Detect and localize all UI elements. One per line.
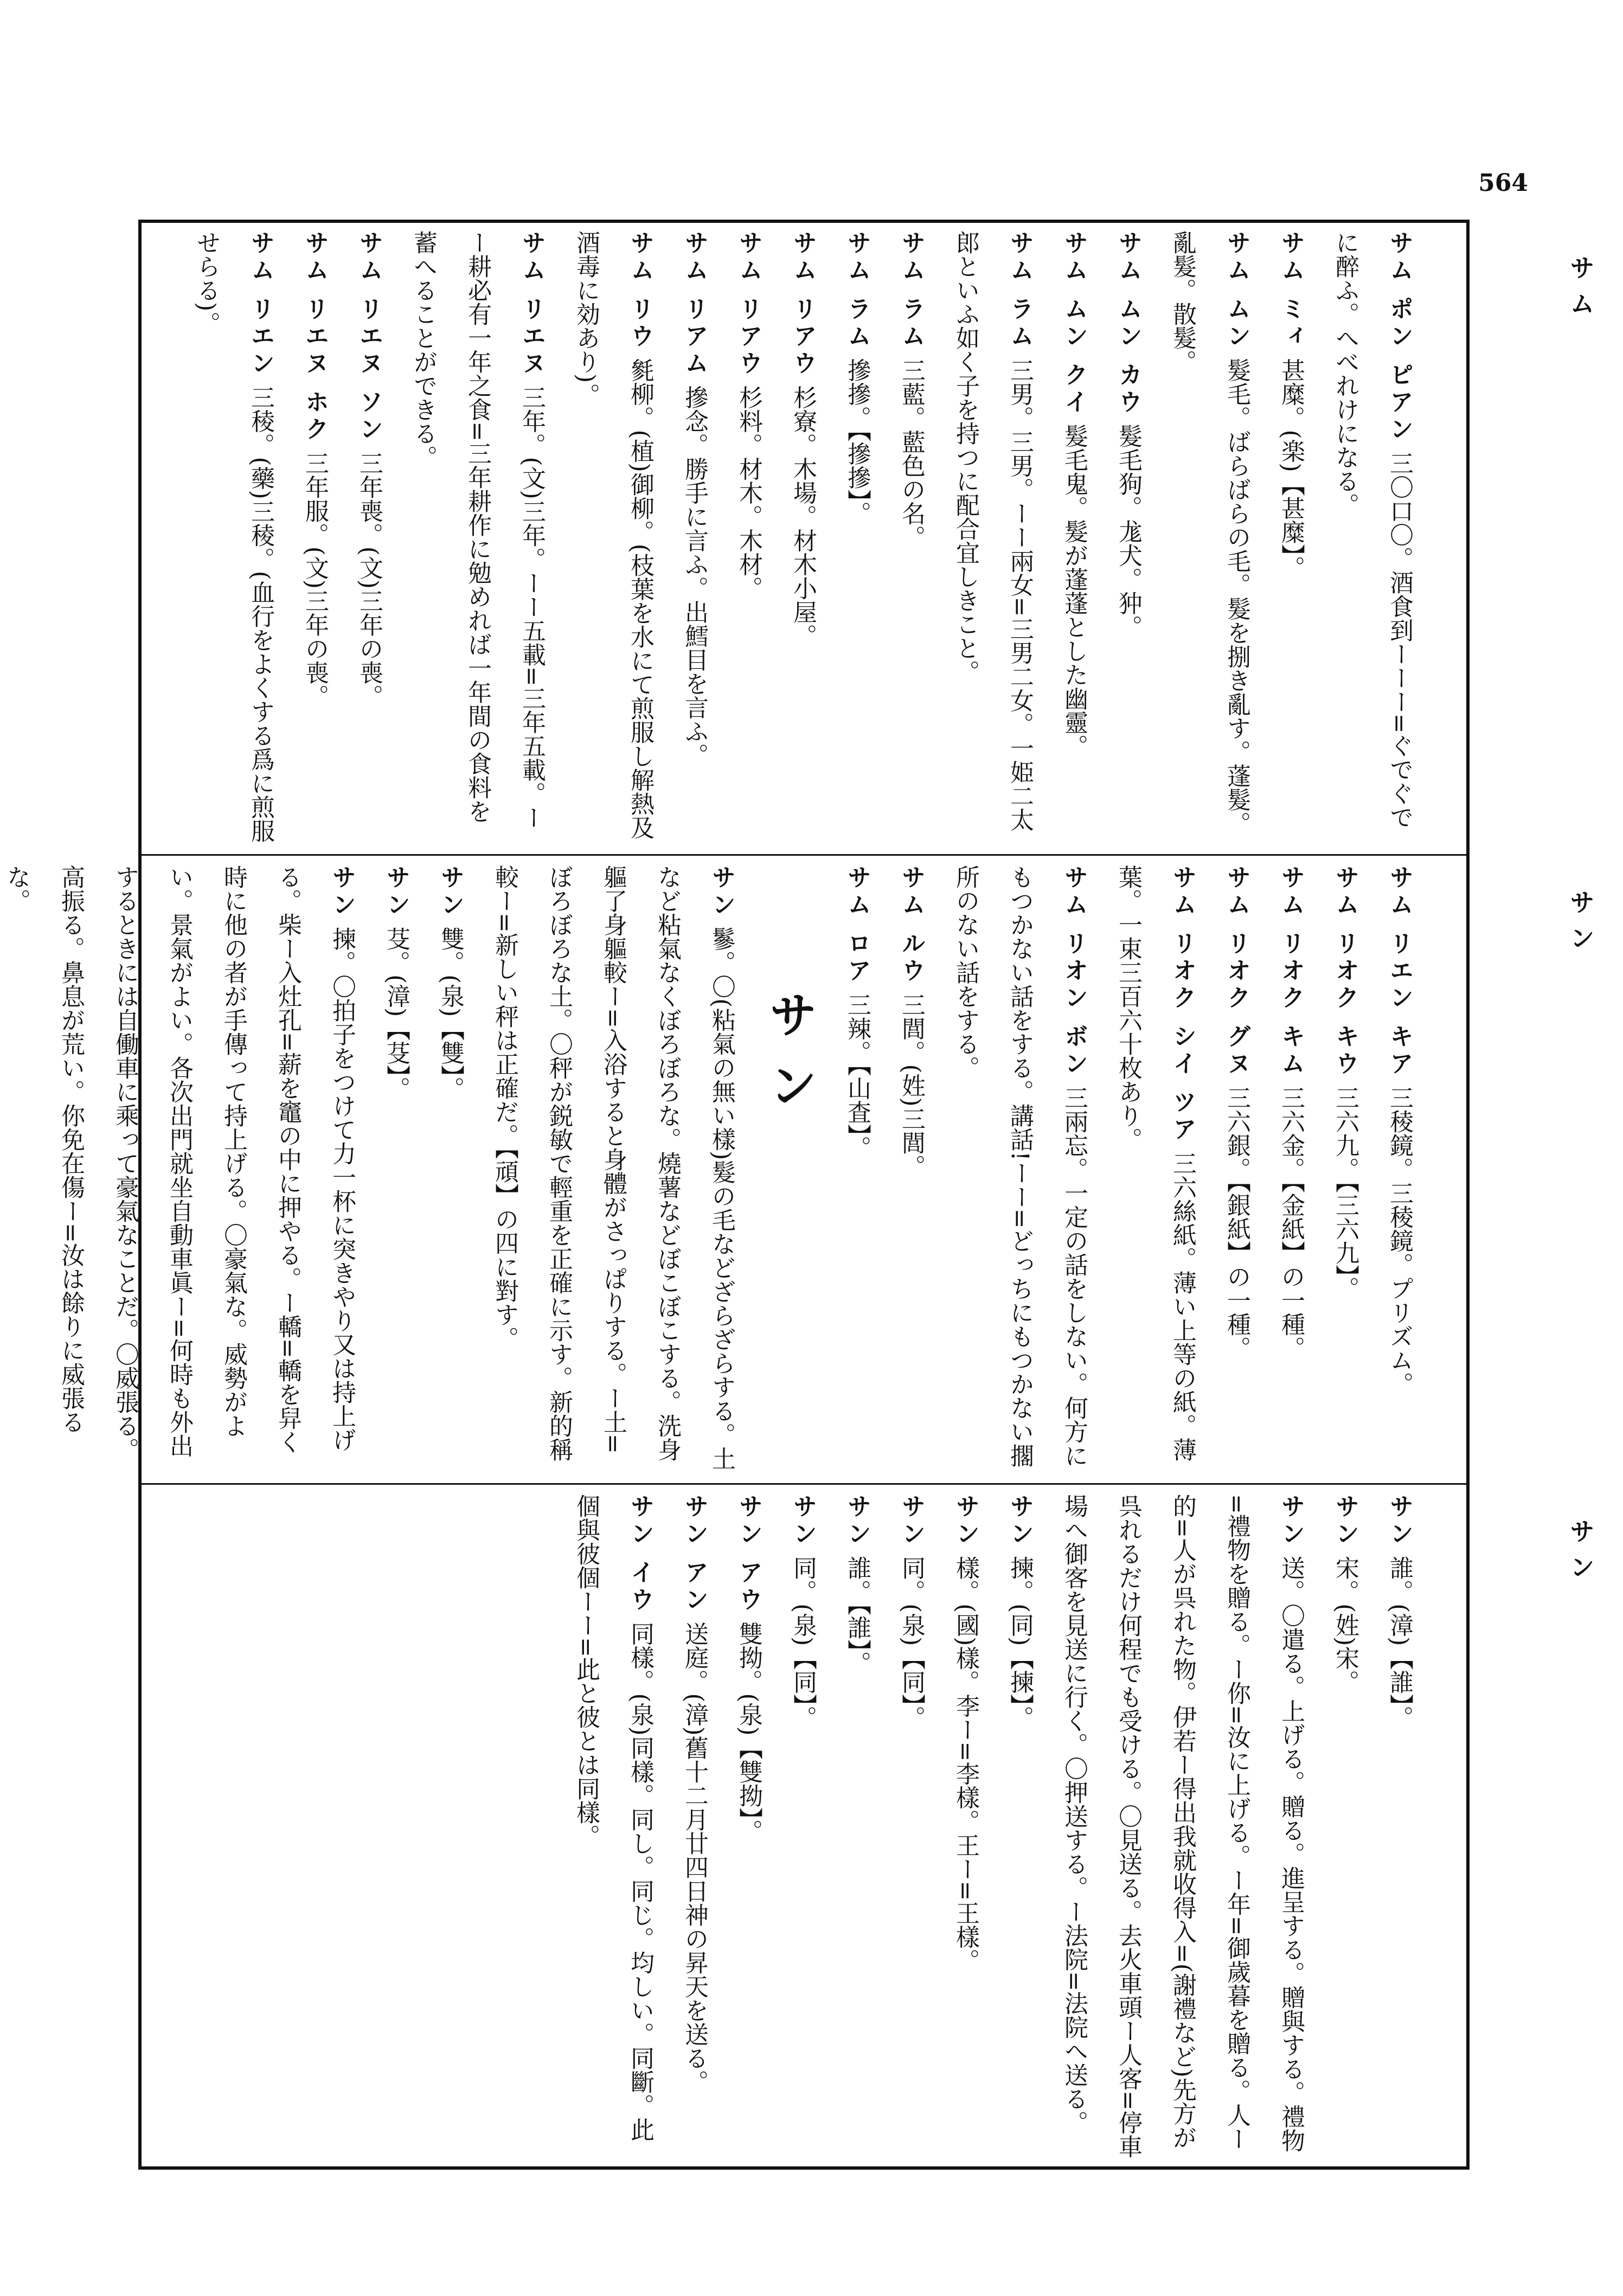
dictionary-entry bbox=[938, 865, 1101, 1472]
entry-definition: 揀。(同)【揀】。 bbox=[1006, 1556, 1034, 1730]
dictionary-entry bbox=[369, 865, 423, 1472]
entry-definition: 同。(泉)【同】。 bbox=[897, 1556, 925, 1730]
entry-definition: 三六金。【金紙】の一種。 bbox=[1277, 1085, 1305, 1360]
entry-definition: 三稜鏡。三稜鏡。プリズム。 bbox=[1385, 1085, 1413, 1396]
dictionary-entry bbox=[477, 865, 748, 1472]
entry-headword: サン bbox=[437, 865, 464, 919]
entry-headword: サン アウ bbox=[735, 1494, 762, 1614]
dictionary-entry bbox=[992, 1494, 1047, 2158]
dictionary-entry bbox=[559, 1494, 667, 2158]
dictionary-entry bbox=[1318, 865, 1372, 1472]
entry-headword: サム リアウ bbox=[789, 230, 817, 378]
entry-definition: 三六九。【三六九】。 bbox=[1331, 1085, 1359, 1300]
dictionary-entry bbox=[721, 1494, 775, 2158]
dictionary-entry bbox=[559, 230, 667, 843]
dictionary-entry bbox=[775, 1494, 830, 2158]
entry-definition: 送庭。(漳)舊十二月廿四日神の昇天を送る。 bbox=[681, 1621, 708, 2094]
entry-definition: 送。〇遣る。上げる。贈る。進呈する。贈與する。禮物=禮物を贈る。ー你=汝に上げる。ー年=御歲暮を贈る。人ー的=人が呉れた物。伊若ー得出我就收得入=(謝禮など)先方が呉れるだけ何程でも受ける。〇見送る。去火車頭ー人客=停車場へ御客を見送に行く。〇押送する。ー法院=法院へ送る。 bbox=[1060, 1494, 1305, 2158]
entry-definition: 摻念。勝手に言ふ。出鱈目を言ふ。 bbox=[681, 385, 708, 767]
section-heading: サン bbox=[760, 990, 818, 1131]
entry-definition: 誰。【誰】。 bbox=[843, 1556, 871, 1675]
entry-headword: サム ラム bbox=[897, 230, 925, 351]
entry-definition: 三六銀。【銀紙】の一種。 bbox=[1223, 1085, 1250, 1360]
dictionary-entry bbox=[667, 1494, 721, 2158]
dictionary-entry bbox=[1318, 1494, 1372, 2158]
dictionary-entry bbox=[830, 1494, 884, 2158]
entry-definition: 三年喪。(文)三年の喪。 bbox=[355, 451, 383, 708]
entry-headword: サム リオク キム bbox=[1277, 865, 1305, 1078]
entry-definition: 鬖。〇(粘氣の無い樣)髮の毛などざらざらする。土など粘氣なくぼろぼろな。燒薯などぼこぼこする。洗身軀了身軀較ー=入浴すると身體がさっぱりする。ー土=ぼろぼろな土。〇秤が鋭敏で輕重を正確に示す。新的稱較ー=新しい秤は正確だ。【頑】の四に對す。 bbox=[491, 865, 735, 1471]
dictionary-entry bbox=[830, 230, 884, 843]
dictionary-band-top bbox=[163, 230, 1426, 843]
entry-definition: 三年服。(文)三年の喪。 bbox=[301, 451, 329, 708]
entry-headword: サン bbox=[897, 1494, 925, 1548]
entry-definition: 樣。(國)樣。李ー=李樣。王ー=王樣。 bbox=[952, 1556, 979, 1973]
running-head-top: サム bbox=[1566, 255, 1595, 326]
dictionary-entry bbox=[884, 865, 938, 1472]
dictionary-entry bbox=[1372, 865, 1426, 1472]
dictionary-entry bbox=[884, 1494, 938, 2158]
entry-definition: 誰。(漳)【誰】。 bbox=[1385, 1556, 1413, 1730]
entry-headword: サム リエヌ ソン bbox=[355, 230, 383, 444]
dictionary-entry bbox=[423, 865, 477, 1472]
entry-definition: 甚糜。(楽)【甚糜】。 bbox=[1277, 358, 1305, 580]
entry-headword: サム リオン ボン bbox=[1060, 865, 1088, 1078]
entry-headword: サム ラム bbox=[843, 230, 871, 351]
entry-headword: サム リオク シイ ツア bbox=[1169, 865, 1196, 1144]
entry-headword: サム ロア bbox=[843, 865, 871, 985]
entry-definition: 杉料。材木。木材。 bbox=[735, 385, 762, 600]
page-number: 564 bbox=[1478, 169, 1528, 197]
running-head-middle: サン bbox=[1566, 889, 1595, 961]
dictionary-entry bbox=[342, 230, 396, 843]
entry-headword: サン bbox=[1277, 1494, 1305, 1548]
entry-definition: 毿柳。(植)御柳。(枝葉を水にて煎服し解熱及酒毒に効あり)。 bbox=[572, 230, 654, 839]
entry-headword: サム リウ bbox=[626, 230, 654, 351]
entry-headword: サン bbox=[382, 865, 410, 919]
entry-definition: 杉寮。木場。材木小屋。 bbox=[789, 385, 817, 648]
dictionary-entry bbox=[0, 865, 369, 1472]
dictionary-entry bbox=[179, 230, 287, 843]
entry-headword: サム ルウ bbox=[897, 865, 925, 985]
dictionary-band-middle bbox=[3, 865, 1426, 1472]
dictionary-entry bbox=[1047, 230, 1101, 843]
entry-headword: サム ムン bbox=[1223, 230, 1250, 351]
entry-headword: サム リエヌ bbox=[518, 230, 546, 378]
band-divider bbox=[138, 1483, 1470, 1485]
dictionary-entry bbox=[775, 230, 830, 843]
dictionary-entry bbox=[830, 865, 884, 1472]
dictionary-entry bbox=[938, 1494, 992, 2158]
entry-headword: サム ミィ bbox=[1277, 230, 1305, 351]
entry-headword: サン bbox=[843, 1494, 871, 1548]
dictionary-entry bbox=[287, 230, 342, 843]
dictionary-entry bbox=[667, 230, 721, 843]
entry-headword: サム ムン カウ bbox=[1114, 230, 1142, 416]
entry-definition: 三年。(文)三年。ーー五載=三年五載。ーー耕必有一年之食=三年耕作に勉めれば一年間の食料を蓄へることができる。 bbox=[409, 230, 546, 830]
entry-definition: 雙拗。(泉)【雙拗】。 bbox=[735, 1621, 762, 1843]
entry-definition: 髮毛。ばらばらの毛。髮を捌き亂す。蓬髮。亂髮。散髮。 bbox=[1169, 230, 1250, 836]
dictionary-entry bbox=[1318, 230, 1426, 843]
entry-headword: サム ラム bbox=[1006, 230, 1034, 351]
entry-headword: サン bbox=[1006, 1494, 1034, 1548]
entry-definition: 芟。(漳)【芟】。 bbox=[382, 927, 410, 1101]
entry-headword: サン bbox=[1331, 1494, 1359, 1548]
dictionary-entry bbox=[1263, 865, 1318, 1472]
dictionary-entry bbox=[1263, 230, 1318, 843]
dictionary-entry bbox=[1101, 865, 1209, 1472]
entry-headword: サム リアム bbox=[681, 230, 708, 378]
entry-definition: 同樣。(泉)同樣。同し。同じ。均しい。同斷。此個與彼個ーー=此と彼とは同樣。 bbox=[572, 1494, 654, 2141]
dictionary-entry bbox=[1101, 230, 1155, 843]
entry-headword: サム ポン ピアン bbox=[1385, 230, 1413, 444]
entry-headword: サム ムン クイ bbox=[1060, 230, 1088, 416]
entry-headword: サン bbox=[952, 1494, 979, 1548]
entry-definition: 揀。〇拍子をつけて力一杯に突きやり又は持上げる。柴ー入灶孔=薪を竈の中に押やる。ー轎=轎を舁く時に他の者が手傳って持上げる。〇豪氣な。威勢がよい。景氣がよい。各次出門就坐自動車眞ー=何時も外出するときには自働車に乘って豪氣なことだ。〇威張る。高振る。鼻息が荒い。你免在傷ー=汝は餘りに威張るな。 bbox=[3, 865, 356, 1461]
dictionary-entry bbox=[1372, 1494, 1426, 2158]
entry-headword: サン bbox=[1385, 1494, 1413, 1548]
entry-headword: サン アン bbox=[681, 1494, 708, 1614]
dictionary-entry bbox=[884, 230, 938, 843]
entry-headword: サム リオク グヌ bbox=[1223, 865, 1250, 1078]
entry-definition: 宋。(姓)宋。 bbox=[1331, 1556, 1359, 1694]
entry-definition: 三藍。藍色の名。 bbox=[897, 358, 925, 549]
entry-definition: 髮毛鬼。髮が蓬蓬とした幽靈。 bbox=[1060, 424, 1088, 758]
entry-definition: 三六絲紙。薄い上等の紙。薄葉。一束三百六十枚あり。 bbox=[1114, 865, 1196, 1461]
entry-definition: 同。(泉)【同】。 bbox=[789, 1556, 817, 1730]
entry-definition: 雙。(泉)【雙】。 bbox=[437, 927, 464, 1101]
entry-headword: サム リエヌ ホク bbox=[301, 230, 329, 444]
dictionary-entry bbox=[1155, 230, 1263, 843]
entry-definition: 三稜。(藥)三稜。(血行をよくする爲に煎服せらる)。 bbox=[193, 230, 274, 843]
entry-headword: サン bbox=[789, 1494, 817, 1548]
entry-definition: 三辣。【山査】。 bbox=[843, 992, 871, 1160]
dictionary-entry bbox=[721, 230, 775, 843]
entry-headword: サム リエン bbox=[247, 230, 274, 378]
entry-headword: サム リアウ bbox=[735, 230, 762, 378]
dictionary-entry bbox=[396, 230, 559, 843]
entry-definition: 三閭。(姓)三閭。 bbox=[897, 992, 925, 1178]
entry-definition: 三男。三男。ーー兩女=三男二女。一姫二太郎といふ如く子を持つに配合宜しきこと。 bbox=[952, 230, 1034, 832]
entry-definition: 摻摻。【摻摻】。 bbox=[843, 358, 871, 525]
dictionary-entry bbox=[938, 230, 1047, 843]
entry-headword: サン bbox=[328, 865, 356, 919]
entry-definition: 三兩忘。一定の話をしない。何方にもつかない話をする。講話!ーー=どっちにもつかない擱所のない話をする。 bbox=[952, 865, 1088, 1467]
entry-headword: サン bbox=[708, 865, 735, 919]
entry-headword: サン イウ bbox=[626, 1494, 654, 1614]
running-head-bottom: サン bbox=[1566, 1518, 1595, 1590]
dictionary-band-bottom bbox=[163, 1494, 1426, 2158]
entry-headword: サム リオク キウ bbox=[1331, 865, 1359, 1078]
dictionary-entry bbox=[1209, 865, 1263, 1472]
entry-headword: サム リエン キア bbox=[1385, 865, 1413, 1078]
entry-definition: 髮毛狗。尨犬。狆。 bbox=[1114, 424, 1142, 639]
band-divider bbox=[138, 854, 1470, 856]
entry-definition: 三〇口〇。酒食到ーーー=ぐでぐでに醉ふ。へべれけになる。 bbox=[1331, 230, 1413, 829]
dictionary-entry bbox=[1047, 1494, 1318, 2158]
